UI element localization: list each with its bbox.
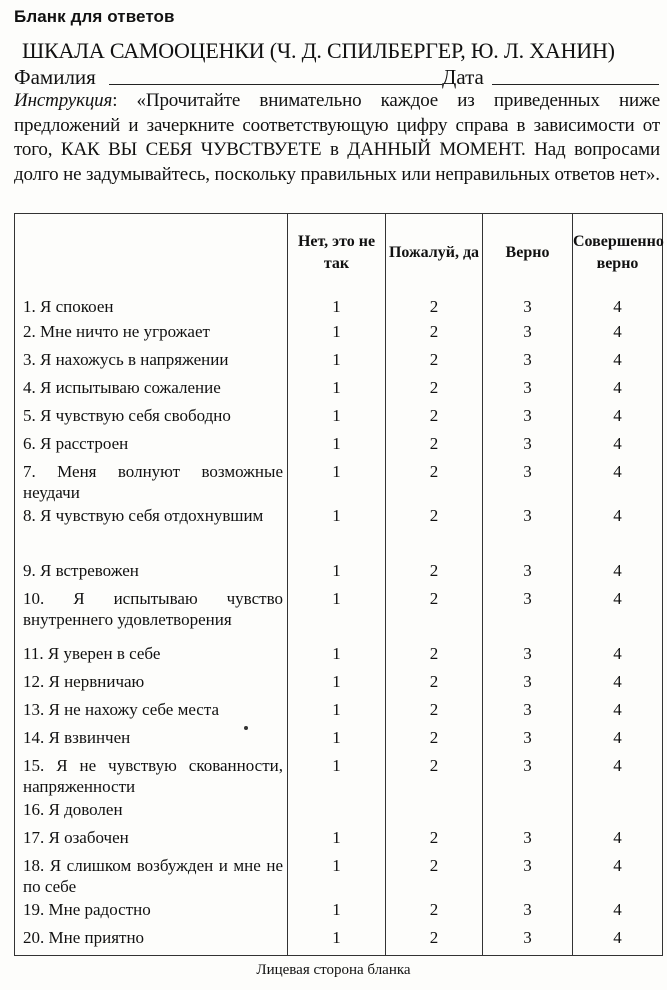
- statement-text: 8. Я чувствую себя отдохнувшим: [15, 505, 288, 560]
- statement-text: 12. Я нервничаю: [15, 671, 288, 699]
- answer-option-4[interactable]: 4: [573, 433, 663, 461]
- answer-option-1[interactable]: 1: [288, 671, 386, 699]
- answer-option-4[interactable]: 4: [573, 699, 663, 727]
- answer-option-2[interactable]: 2: [386, 727, 483, 755]
- column-header-true: Верно: [483, 214, 573, 293]
- page-caption: Лицевая сторона бланка: [256, 962, 411, 978]
- print-speck: [244, 726, 248, 730]
- statement-text: 1. Я спокоен: [15, 292, 288, 321]
- answer-option-1[interactable]: 1: [288, 927, 386, 955]
- answer-option-3[interactable]: 3: [483, 727, 573, 755]
- answer-option-2[interactable]: 2: [386, 899, 483, 927]
- answer-option-4[interactable]: 4: [573, 827, 663, 855]
- answer-option-2: [386, 799, 483, 827]
- answer-option-3[interactable]: 3: [483, 827, 573, 855]
- answer-option-3[interactable]: 3: [483, 588, 573, 643]
- answer-option-2[interactable]: 2: [386, 755, 483, 799]
- answer-option-2[interactable]: 2: [386, 699, 483, 727]
- table-row: [15, 855, 663, 899]
- answer-option-3[interactable]: 3: [483, 433, 573, 461]
- answer-option-2[interactable]: 2: [386, 433, 483, 461]
- name-date-fields: [14, 65, 659, 89]
- answer-option-1[interactable]: 1: [288, 349, 386, 377]
- answer-option-4[interactable]: 4: [573, 505, 663, 560]
- form-heading: Бланк для ответов: [14, 7, 175, 26]
- answer-option-4[interactable]: 4: [573, 855, 663, 899]
- answer-option-4[interactable]: 4: [573, 755, 663, 799]
- answer-option-1[interactable]: 1: [288, 727, 386, 755]
- answer-option-2[interactable]: 2: [386, 321, 483, 349]
- table-row: [15, 899, 663, 927]
- answer-option-4[interactable]: 4: [573, 321, 663, 349]
- answer-option-1[interactable]: 1: [288, 588, 386, 643]
- table-row: [15, 377, 663, 405]
- answer-option-1[interactable]: 1: [288, 377, 386, 405]
- answer-option-1[interactable]: 1: [288, 755, 386, 799]
- scale-title: ШКАЛА САМООЦЕНКИ (Ч. Д. СПИЛБЕРГЕР, Ю. Л. ХАНИН): [22, 38, 615, 63]
- column-header-no: Нет, это не так: [288, 214, 386, 293]
- answer-option-2[interactable]: 2: [386, 292, 483, 321]
- instruction-text: [14, 89, 660, 187]
- answer-option-2[interactable]: 2: [386, 671, 483, 699]
- statement-text: 3. Я нахожусь в напряжении: [15, 349, 288, 377]
- instruction-body: : «Прочитайте внимательно каждое из приведенных ниже предложений и зачеркните соответствующую цифру справа в зависимости от того, КАК ВЫ СЕБЯ ЧУВСТВУЕТЕ в ДАННЫЙ МОМЕНТ. Над вопросами долго не задумывайтесь, поскольку правильных или неправильных ответов нет».: [14, 90, 660, 185]
- column-header-very-true: Совершенно верно: [573, 214, 663, 293]
- statement-text: 17. Я озабочен: [15, 827, 288, 855]
- answer-option-3: [483, 799, 573, 827]
- statement-text: 7. Меня волнуют возможные неудачи: [15, 461, 288, 505]
- answer-option-1[interactable]: 1: [288, 292, 386, 321]
- answer-option-2[interactable]: 2: [386, 560, 483, 588]
- answer-option-3[interactable]: 3: [483, 505, 573, 560]
- statement-text: 2. Мне ничто не угрожает: [15, 321, 288, 349]
- statement-text: 14. Я взвинчен: [15, 727, 288, 755]
- table-row: [15, 405, 663, 433]
- column-header-somewhat: Пожалуй, да: [386, 214, 483, 293]
- statement-text: 20. Мне приятно: [15, 927, 288, 955]
- answer-option-3[interactable]: 3: [483, 643, 573, 671]
- date-label: Дата: [442, 65, 484, 89]
- answer-option-2[interactable]: 2: [386, 588, 483, 643]
- table-row: [15, 799, 663, 827]
- answer-option-3[interactable]: 3: [483, 855, 573, 899]
- answer-option-1[interactable]: 1: [288, 433, 386, 461]
- answer-option-4[interactable]: 4: [573, 461, 663, 505]
- answer-option-3[interactable]: 3: [483, 899, 573, 927]
- answer-option-1[interactable]: 1: [288, 321, 386, 349]
- table-header-row: [15, 214, 663, 293]
- answer-option-4[interactable]: 4: [573, 927, 663, 955]
- answer-option-3[interactable]: 3: [483, 405, 573, 433]
- table-row: [15, 588, 663, 643]
- statement-text: 5. Я чувствую себя свободно: [15, 405, 288, 433]
- answer-option-4[interactable]: 4: [573, 349, 663, 377]
- answer-option-4: [573, 799, 663, 827]
- answer-option-2[interactable]: 2: [386, 505, 483, 560]
- statement-text: 11. Я уверен в себе: [15, 643, 288, 671]
- answer-option-1[interactable]: 1: [288, 505, 386, 560]
- statement-text: 10. Я испытываю чувство внутреннего удовлетворения: [15, 588, 288, 643]
- answer-option-4[interactable]: 4: [573, 643, 663, 671]
- statement-text: 13. Я не нахожу себе места: [15, 699, 288, 727]
- table-row: [15, 699, 663, 727]
- answer-option-3[interactable]: 3: [483, 377, 573, 405]
- instruction-label: Инструкция: [14, 90, 113, 111]
- date-field[interactable]: [492, 84, 659, 85]
- table-row: [15, 560, 663, 588]
- answer-option-4[interactable]: 4: [573, 405, 663, 433]
- answer-option-2[interactable]: 2: [386, 643, 483, 671]
- statement-text: 6. Я расстроен: [15, 433, 288, 461]
- table-row: [15, 505, 663, 560]
- statement-text: 4. Я испытываю сожаление: [15, 377, 288, 405]
- table-row: [15, 827, 663, 855]
- answer-option-2[interactable]: 2: [386, 827, 483, 855]
- answer-option-3[interactable]: 3: [483, 560, 573, 588]
- answer-option-2[interactable]: 2: [386, 405, 483, 433]
- statement-text: 18. Я слишком возбужден и мне не по себе: [15, 855, 288, 899]
- answer-option-3[interactable]: 3: [483, 699, 573, 727]
- answer-option-3[interactable]: 3: [483, 671, 573, 699]
- statement-text: 16. Я доволен: [15, 799, 288, 827]
- answer-option-1[interactable]: 1: [288, 699, 386, 727]
- answer-option-2[interactable]: 2: [386, 855, 483, 899]
- answer-option-4[interactable]: 4: [573, 671, 663, 699]
- statement-text: 15. Я не чувствую скованности, напряженности: [15, 755, 288, 799]
- answer-option-4[interactable]: 4: [573, 727, 663, 755]
- answer-option-4[interactable]: 4: [573, 899, 663, 927]
- surname-field[interactable]: [109, 84, 442, 85]
- answer-option-3[interactable]: 3: [483, 755, 573, 799]
- answer-option-3[interactable]: 3: [483, 927, 573, 955]
- table-row: [15, 349, 663, 377]
- table-row: [15, 461, 663, 505]
- table-row: [15, 927, 663, 955]
- answer-option-4[interactable]: 4: [573, 560, 663, 588]
- answer-option-2[interactable]: 2: [386, 349, 483, 377]
- answer-option-1[interactable]: 1: [288, 643, 386, 671]
- answer-option-1[interactable]: 1: [288, 461, 386, 505]
- table-row: [15, 643, 663, 671]
- answer-option-4[interactable]: 4: [573, 588, 663, 643]
- answer-option-2[interactable]: 2: [386, 461, 483, 505]
- answer-option-4[interactable]: 4: [573, 377, 663, 405]
- answer-option-3[interactable]: 3: [483, 349, 573, 377]
- answer-option-1: [288, 799, 386, 827]
- answer-option-1[interactable]: 1: [288, 855, 386, 899]
- table-row: [15, 433, 663, 461]
- answer-option-3[interactable]: 3: [483, 321, 573, 349]
- column-header-statement: [15, 214, 288, 293]
- table-row: [15, 321, 663, 349]
- answer-table: [14, 213, 663, 956]
- statement-text: 9. Я встревожен: [15, 560, 288, 588]
- answer-option-2[interactable]: 2: [386, 377, 483, 405]
- table-row: [15, 671, 663, 699]
- answer-option-3[interactable]: 3: [483, 461, 573, 505]
- answer-option-3[interactable]: 3: [483, 292, 573, 321]
- table-row: [15, 727, 663, 755]
- answer-option-1[interactable]: 1: [288, 560, 386, 588]
- answer-option-4[interactable]: 4: [573, 292, 663, 321]
- answer-option-1[interactable]: 1: [288, 827, 386, 855]
- answer-option-2[interactable]: 2: [386, 927, 483, 955]
- surname-label: Фамилия: [14, 65, 96, 89]
- table-row: [15, 292, 663, 321]
- answer-option-1[interactable]: 1: [288, 405, 386, 433]
- table-row: [15, 755, 663, 799]
- answer-option-1[interactable]: 1: [288, 899, 386, 927]
- statement-text: 19. Мне радостно: [15, 899, 288, 927]
